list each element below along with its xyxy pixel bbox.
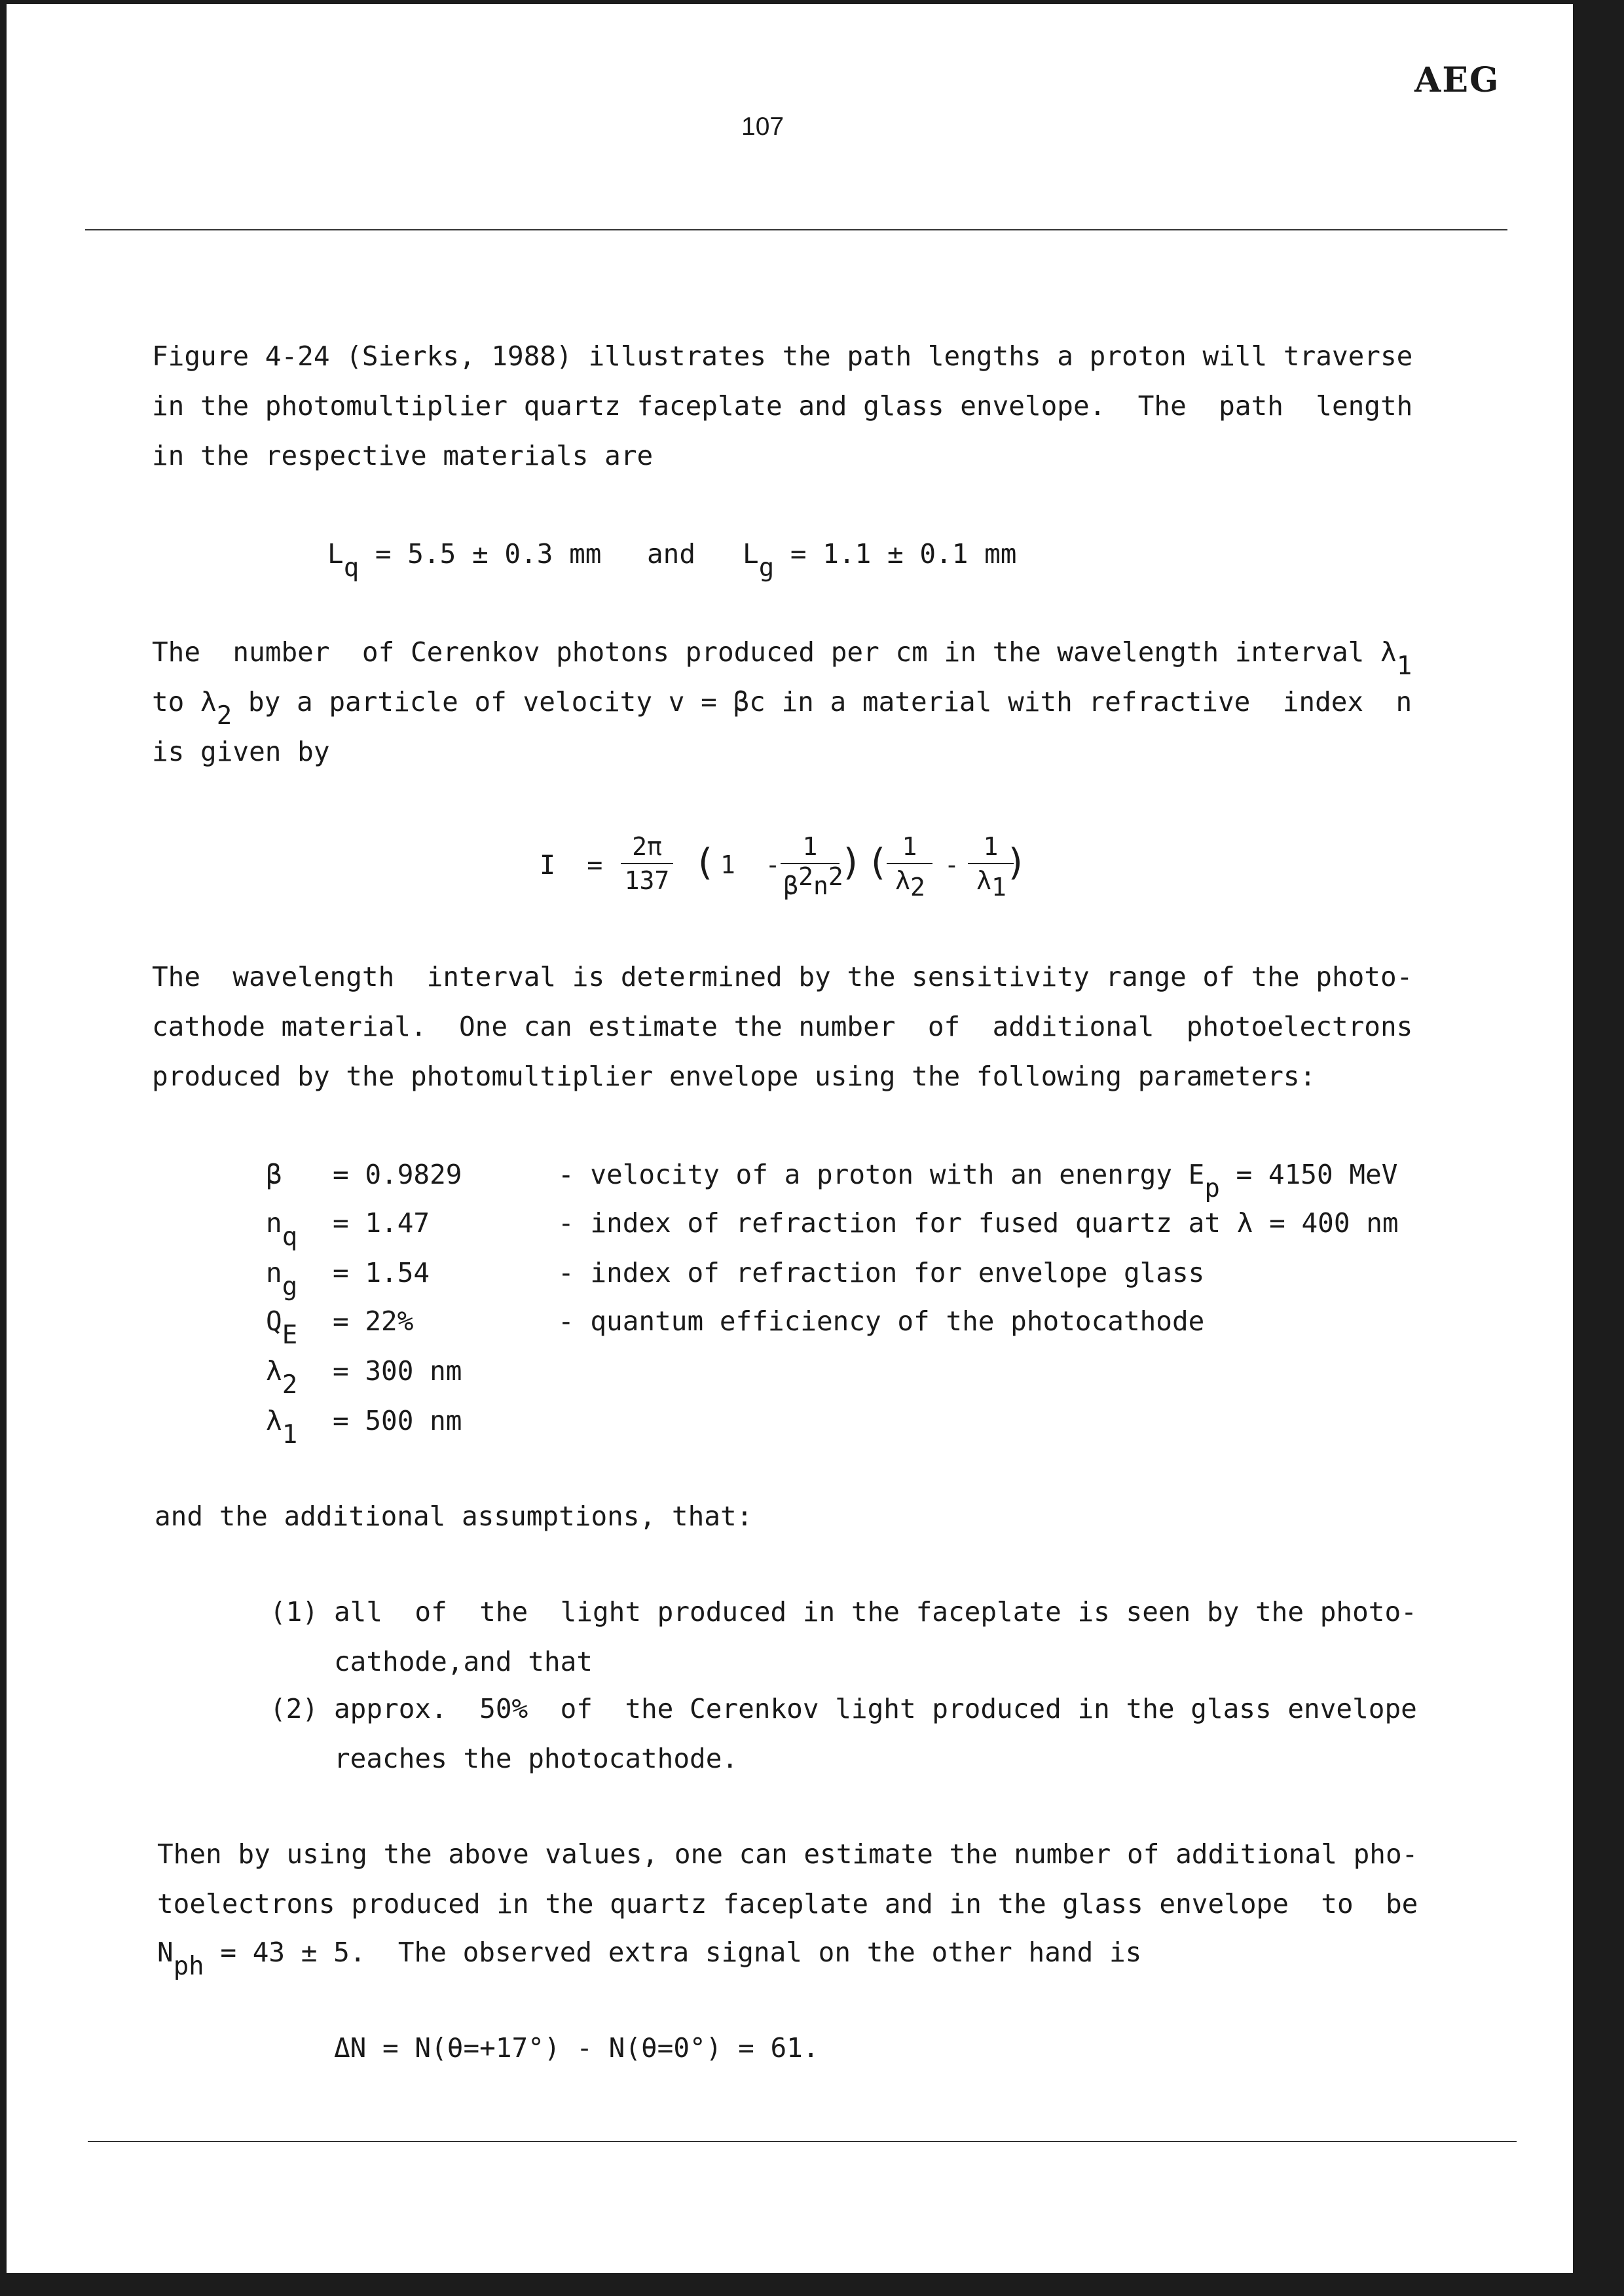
aeg-logo: AEG [1414,60,1500,100]
header-rule [85,229,1507,230]
param-value: = 300 nm [333,1355,462,1387]
eq2-one-minus: 1 - [720,850,781,879]
param-symbol [266,1405,298,1449]
para2-line2-a: to λ [152,686,217,718]
assumption-2-line2: reaches the photocathode. [334,1743,739,1774]
param-value: = 0.9829 [333,1159,462,1190]
para5-line3 [157,1937,1142,1981]
param-symbol [266,1257,298,1302]
eq2-open-paren-1: ( [698,841,712,884]
frac4-numerator: 1 [983,832,999,861]
frac2-denominator [781,862,846,900]
para2-line1-text: The number of Cerenkov photons produced per cm in the wavelength interval λ [152,636,1397,668]
para2-line1 [152,636,1412,681]
param-symbol-text: n [266,1207,282,1239]
lambda-symbol-2: λ [976,866,991,895]
beta-exponent: 2 [798,862,813,891]
param-description: - index of refraction for fused quartz at λ = 400 nm [558,1207,1399,1239]
lambda1-subscript: 1 [1396,651,1412,681]
param-value: = 1.47 [333,1207,430,1239]
para3-line2: cathode material. One can estimate the number of additional photoelectrons [152,1011,1413,1042]
para2-line3: is given by [152,736,330,767]
param-symbol-text: n [266,1257,282,1288]
param-symbol [266,1207,298,1252]
para1-line2: in the photomultiplier quartz faceplate and glass envelope. The path length [152,390,1413,422]
lq-symbol: L [327,538,344,570]
lq-value: = 5.5 ± 0.3 mm [359,538,602,570]
frac3-numerator: 1 [902,832,917,861]
param-symbol [266,1305,298,1350]
n-symbol: n [813,871,828,900]
param-subscript: g [282,1272,298,1302]
param-subscript: 2 [282,1370,298,1400]
param-symbol-text: λ [266,1355,282,1387]
lambda-symbol: λ [895,866,910,895]
eq2-close-paren-1: ) [843,841,858,884]
para5-line3-text: = 43 ± 5. The observed extra signal on the other hand is [204,1937,1142,1968]
lambda2-subscript-eq: 2 [910,873,925,902]
nph-symbol: N [157,1937,174,1968]
lambda1-subscript-eq: 1 [991,873,1006,902]
frac4-bar [968,863,1014,864]
lq-subscript: q [343,553,360,583]
page-number: 107 [741,113,784,141]
nph-subscript: ph [173,1952,204,1981]
equation-delta-n: ΔN = N(θ=+17°) - N(θ=0°) = 61. [334,2032,819,2064]
eq2-close-paren-2: ) [1008,841,1023,884]
param-subscript: q [282,1222,298,1252]
param-symbol [266,1355,298,1400]
param-description-text: - velocity of a proton with an enenrgy E [558,1159,1205,1190]
assumption-2-line1: approx. 50% of the Cerenkov light produced in the glass envelope [334,1693,1417,1724]
eq2-open-paren-2: ( [871,841,885,884]
lg-subscript: g [758,553,775,583]
footer-rule [88,2141,1517,2142]
lg-value: = 1.1 ± 0.1 mm [774,538,1017,570]
frac1-denominator: 137 [624,866,670,895]
para4-line1: and the additional assumptions, that: [155,1501,753,1532]
param-description [558,1159,1398,1203]
eq1-and: and [647,538,696,570]
param-symbol-text: Q [266,1305,282,1337]
param-symbol-text: β [266,1159,282,1190]
equation-path-lengths [327,538,602,583]
param-symbol [266,1161,282,1188]
param-symbol-text: λ [266,1405,282,1436]
eq2-minus: - [944,850,959,879]
assumption-1-number: (1) [270,1596,319,1628]
param-value: = 500 nm [333,1405,462,1436]
para2-line2-b: by a particle of velocity v = βc in a material with refractive index n [232,686,1412,718]
equation-lg [743,538,1017,583]
n-exponent: 2 [828,862,843,891]
ep-subscript: p [1204,1174,1220,1203]
para1-line3: in the respective materials are [152,440,654,471]
para5-line2: toelectrons produced in the quartz faceplate and in the glass envelope to be [157,1888,1418,1920]
lg-symbol: L [743,538,759,570]
param-description: - quantum efficiency of the photocathode [558,1305,1205,1337]
assumption-1-line1: all of the light produced in the faceplate is seen by the photo- [334,1596,1417,1628]
param-description: - index of refraction for envelope glass [558,1257,1205,1288]
para2-line2 [152,686,1412,731]
para1-line1: Figure 4-24 (Sierks, 1988) illustrates the path lengths a proton will traverse [152,340,1413,372]
param-subscript: E [282,1321,298,1350]
assumption-1-line2: cathode,and that [334,1646,593,1677]
param-value: = 22% [333,1305,414,1337]
frac1-numerator: 2π [632,832,662,861]
frac2-numerator: 1 [802,832,818,861]
para3-line3: produced by the photomultiplier envelope using the following parameters: [152,1061,1316,1092]
frac1-bar [621,863,673,864]
param-value: = 1.54 [333,1257,430,1288]
eq2-lhs: I = [540,850,603,881]
frac3-denominator [884,866,936,902]
para3-line1: The wavelength interval is determined by the sensitivity range of the photo- [152,961,1413,993]
assumption-2-number: (2) [270,1693,319,1724]
lambda2-subscript: 2 [216,701,232,731]
para5-line1: Then by using the above values, one can estimate the number of additional pho- [157,1838,1418,1870]
beta-symbol: β [783,871,799,900]
frac3-bar [887,863,932,864]
param-subscript: 1 [282,1420,298,1449]
param-description-tail: = 4150 MeV [1219,1159,1398,1190]
